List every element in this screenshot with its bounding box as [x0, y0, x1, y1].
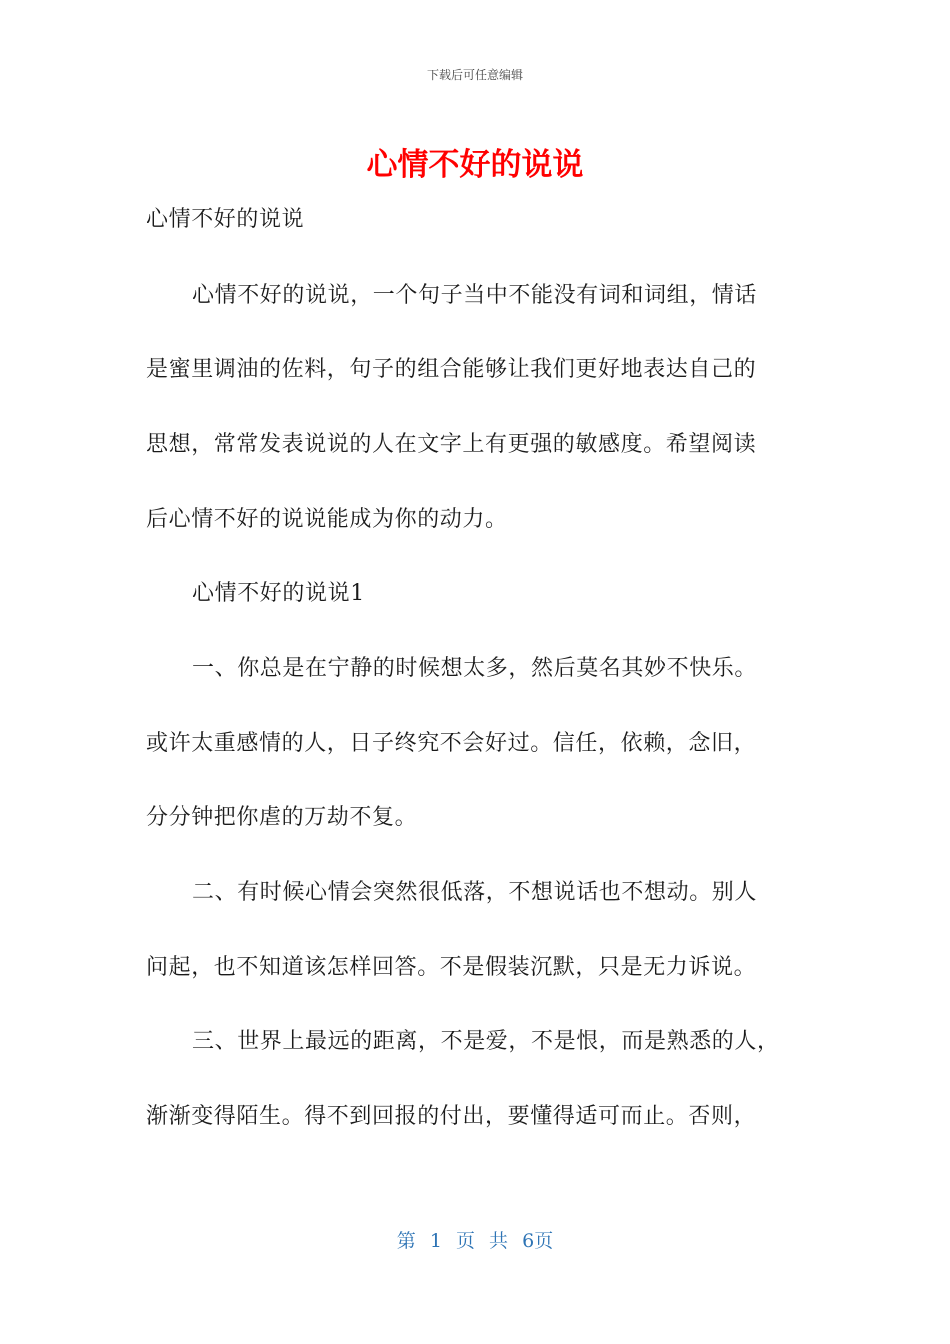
paragraph-line: 渐渐变得陌生。得不到回报的付出，要懂得适可而止。否则，	[146, 1104, 757, 1129]
header-note: 下载后可任意编辑	[426, 68, 523, 82]
paragraph-line: 二、有时候心情会突然很低落，不想说话也不想动。别人	[192, 880, 758, 905]
paragraph-line: 分分钟把你虐的万劫不复。	[146, 805, 418, 830]
paragraph-line: 是蜜里调油的佐料，句子的组合能够让我们更好地表达自己的	[146, 357, 757, 382]
footer-current-page: 1	[429, 1230, 442, 1252]
paragraph-line: 或许太重感情的人，日子终究不会好过。信任，依赖，念旧，	[146, 731, 757, 756]
document-title: 心情不好的说说	[366, 147, 584, 183]
paragraph-line: 三、世界上最远的距离，不是爱，不是恨，而是熟悉的人，	[192, 1029, 780, 1054]
paragraph-line: 心情不好的说说，一个句子当中不能没有词和词组，情话	[192, 283, 758, 308]
paragraph-line: 思想，常常发表说说的人在文字上有更强的敏感度。希望阅读	[146, 432, 757, 457]
section-heading: 心情不好的说说1	[192, 581, 365, 606]
paragraph-line: 问起，也不知道该怎样回答。不是假装沉默，只是无力诉说。	[146, 955, 757, 980]
footer-prefix: 第	[396, 1230, 416, 1252]
document-subtitle: 心情不好的说说	[146, 207, 305, 232]
footer-total-pages: 6页	[522, 1230, 554, 1252]
footer-total-label: 共	[489, 1230, 509, 1252]
paragraph-line: 一、你总是在宁静的时候想太多，然后莫名其妙不快乐。	[192, 656, 758, 681]
footer-page-label: 页	[455, 1230, 475, 1252]
page-footer	[0, 1226, 950, 1253]
paragraph-line: 后心情不好的说说能成为你的动力。	[146, 507, 508, 532]
